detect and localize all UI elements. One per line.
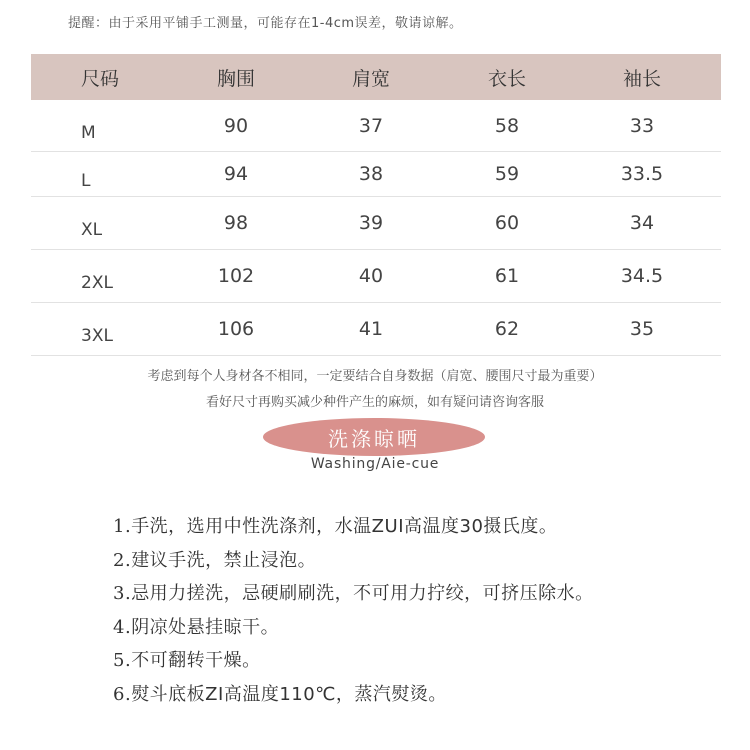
advice-line-2: 看好尺寸再购买减少种件产生的麻烦，如有疑问请咨询客服 <box>205 395 544 410</box>
chest-cell: 98 <box>223 212 249 234</box>
length-cell: 58 <box>494 114 520 137</box>
item-number: 6. <box>113 683 132 705</box>
shoulder-cell: 39 <box>358 212 384 234</box>
length-cell: 60 <box>494 212 520 234</box>
item-text: 阴凉处悬挂晾干。 <box>131 616 280 638</box>
care-instructions <box>113 510 594 711</box>
item-text: 建议手洗，禁止浸泡。 <box>131 549 317 571</box>
item-number: 1. <box>113 516 132 537</box>
size-table <box>31 54 721 356</box>
advice-line-1: 考虑到每个人身材各不相同，一定要结合自身数据（肩宽、腰围尺寸最为重要） <box>147 369 603 384</box>
sleeve-cell: 33.5 <box>620 163 664 185</box>
table-row <box>31 250 721 303</box>
sleeve-cell: 34.5 <box>620 265 664 287</box>
table-row <box>31 303 721 356</box>
list-item <box>113 611 594 645</box>
banner-subtitle: Washing/Aie-cue <box>310 456 440 472</box>
sleeve-cell: 33 <box>629 114 655 137</box>
shoulder-cell: 41 <box>358 318 384 340</box>
chest-cell: 106 <box>217 318 255 340</box>
chest-cell: 102 <box>217 265 255 287</box>
length-cell: 61 <box>494 265 520 287</box>
item-number: 2. <box>113 549 132 571</box>
item-text: 熨斗底板ZI高温度110℃，蒸汽熨烫。 <box>131 683 447 705</box>
table-row <box>31 152 721 197</box>
size-cell: 3XL <box>81 326 113 346</box>
banner-title: 洗涤晾晒 <box>328 426 420 451</box>
shoulder-cell: 37 <box>358 114 384 137</box>
table-row <box>31 197 721 250</box>
sleeve-cell: 35 <box>629 318 655 340</box>
table-row <box>31 100 721 152</box>
item-text: 忌用力搓洗，忌硬刷刷洗，不可用力拧绞，可挤压除水。 <box>131 583 594 604</box>
measurement-note: 提醒：由于采用平铺手工测量，可能存在1-4cm误差，敬请谅解。 <box>68 16 463 31</box>
list-item <box>113 644 594 678</box>
header-shoulder: 肩宽 <box>351 67 390 90</box>
header-chest: 胸围 <box>216 67 255 90</box>
list-item <box>113 577 594 611</box>
washing-banner <box>263 418 485 456</box>
list-item <box>113 510 594 544</box>
size-cell: L <box>81 171 91 191</box>
chest-cell: 90 <box>223 114 249 137</box>
length-cell: 59 <box>494 163 520 185</box>
length-cell: 62 <box>494 318 520 340</box>
sleeve-cell: 34 <box>629 212 655 234</box>
chest-cell: 94 <box>223 163 249 185</box>
size-advice <box>0 364 750 416</box>
item-number: 5. <box>113 650 132 671</box>
list-item <box>113 544 594 578</box>
size-cell: 2XL <box>81 273 113 293</box>
header-length: 衣长 <box>487 67 526 90</box>
size-cell: XL <box>81 220 103 240</box>
item-text: 不可翻转干燥。 <box>131 650 261 671</box>
list-item <box>113 678 594 712</box>
header-sleeve: 袖长 <box>622 67 661 90</box>
shoulder-cell: 40 <box>358 265 384 287</box>
shoulder-cell: 38 <box>358 163 384 185</box>
item-text: 手洗，选用中性洗涤剂，水温ZUI高温度30摄氏度。 <box>131 516 558 537</box>
size-cell: M <box>81 122 96 143</box>
item-number: 4. <box>113 616 132 638</box>
table-header <box>31 54 721 100</box>
item-number: 3. <box>113 583 132 604</box>
header-size: 尺码 <box>81 67 120 90</box>
